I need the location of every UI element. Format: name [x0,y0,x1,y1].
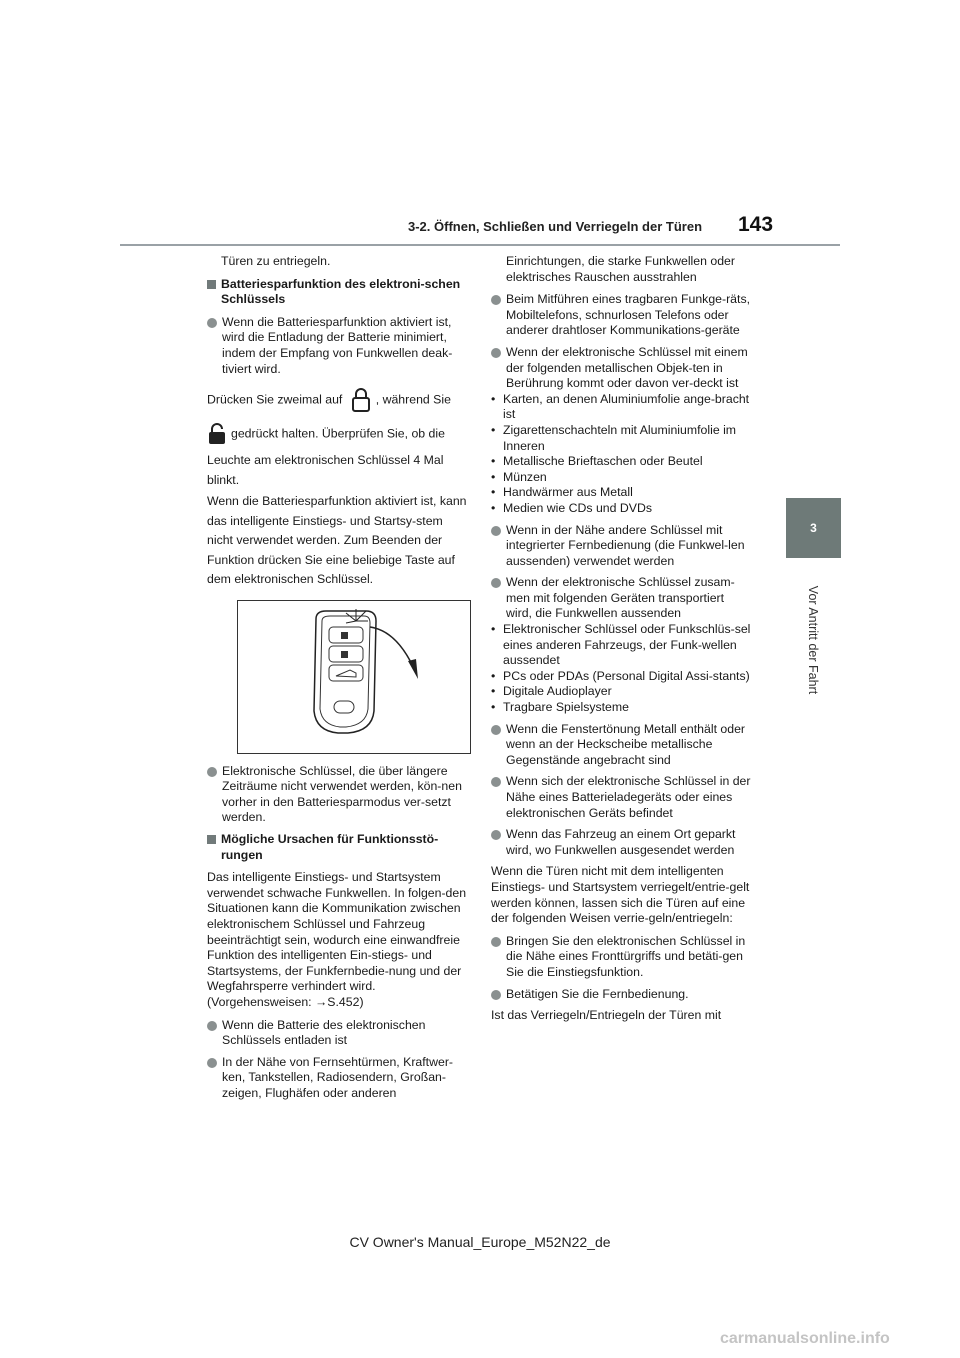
list-item: • PCs oder PDAs (Personal Digital Assi-stants) [491,669,751,685]
bullet-metal-objects: Wenn der elektronische Schlüssel mit einem der folgenden metallischen Objek-ten in Berührung kommt oder davon ver-deckt ist [491,345,751,392]
bullet-front-door-handle: Bringen Sie den elektronischen Schlüssel in die Nähe eines Fronttürgriffs und betäti-gen Sie die Einstiegsfunktion. [491,934,751,981]
list-item: • Digitale Audioplayer [491,684,751,700]
metal-objects-list [491,392,751,517]
last-line: Ist das Verriegeln/Entriegeln der Türen mit [491,1008,722,1023]
heading-malfunction-causes: Mögliche Ursachen für Funktionsstö-rungen [207,832,467,863]
chapter-number: 3 [810,521,817,535]
lock-alternatives-paragraph: Wenn die Türen nicht mit dem intelligenten Einstiegs- und Startsystem verriegelt/entrie-gelt werden können, lassen sich die Türen auf eine der folgenden Weisen verrie-geln/entriegeln: [491,864,750,926]
bullet-portable-radio: Beim Mitführen eines tragbaren Funkge-räts, Mobiltelefons, schnurlosen Telefons oder anderer drahtloser Kommunikations-geräte [491,292,751,339]
press-text-1: Drücken Sie zweimal auf [207,392,343,407]
footer-manual-name: CV Owner's Manual_Europe_M52N22_de [349,1234,611,1250]
press-text-4: Leuchte am elektronischen Schlüssel 4 Mal blinkt. [207,453,444,487]
intro-continuation: Türen zu entriegeln. [221,254,331,268]
page-number: 143 [738,213,774,236]
bullet-battery-empty: Wenn die Batterie des elektronischen Schlüssels entladen ist [207,1018,467,1049]
key-drawing [238,601,470,753]
bullet-unused-keys: Elektronische Schlüssel, die über längere Zeiträume nicht verwendet werden, kön-nen vorher in den Batteriesparmodus ver-setzt werden. [207,764,467,826]
list-item: • Karten, an denen Aluminiumfolie ange-bracht ist [491,392,751,423]
list-item: • Tragbare Spielsysteme [491,700,751,716]
press-text-3: gedrückt halten. Überprüfen Sie, ob die [231,426,445,441]
press-text-2: , während Sie [375,392,451,407]
bullet-charger: Wenn sich der elektronische Schlüssel in der Nähe eines Batterieladegeräts oder eines elektronischen Geräts befindet [491,774,751,821]
list-item: • Handwärmer aus Metall [491,485,751,501]
bullet-radio-towers: In der Nähe von Fernsehtürmen, Kraftwer-ken, Tankstellen, Radiosendern, Großan-zeigen, Flughäfen oder anderen [207,1055,467,1102]
unlock-button-icon [207,423,227,445]
section-title: 3-2. Öffnen, Schließen und Verriegeln der Türen [408,219,703,234]
lock-button-icon [350,387,372,413]
bullet-other-keys: Wenn in der Nähe andere Schlüssel mit integrierter Fernbedienung (die Funkwel-len aussenden) verwendet werden [491,523,751,570]
chapter-title: Vor Antritt der Fahrt [806,585,820,695]
bullet-transported-devices: Wenn der elektronische Schlüssel zusam-men mit folgenden Geräten transportiert wird, die Funkwellen aussenden [491,575,751,622]
right-column [491,254,751,1031]
bullet-parking-location: Wenn das Fahrzeug an einem Ort geparkt wird, wo Funkwellen ausgesendet werden [491,827,751,858]
left-column [207,254,467,1108]
bullet-window-tint: Wenn die Fenstertönung Metall enthält oder wenn an der Heckscheibe metallische Gegenstände angebracht sind [491,722,751,769]
electronic-key-illustration [237,600,471,754]
watermark: carmanualsonline.info [720,1330,890,1347]
press-instruction-line1 [207,387,467,413]
bullet-battery-saving: Wenn die Batteriesparfunktion aktiviert ist, wird die Entladung der Batterie minimiert, indem der Empfang von Funkwellen deak-tiviert wird. [207,315,467,377]
deactivate-text: Wenn die Batteriesparfunktion aktiviert ist, kann das intelligente Einstiegs- und Startsy-stem nicht verwendet werden. Zum Beenden der Funktion drücken Sie eine beliebige Taste auf dem elektronischen Schlüssel. [207,494,467,587]
list-item: • Münzen [491,470,751,486]
list-item: • Elektronischer Schlüssel oder Funkschlüs-sel eines anderen Fahrzeugs, der Funk-wellen aussendet [491,622,751,669]
continuation: Einrichtungen, die starke Funkwellen oder elektrisches Rauschen ausstrahlen [506,254,735,284]
list-item: • Medien wie CDs und DVDs [491,501,751,517]
heading-battery-saving: Batteriesparfunktion des elektroni-schen Schlüssels [207,277,467,308]
press-instruction-line2 [207,423,467,445]
list-item: • Zigarettenschachteln mit Aluminiumfolie im Inneren [491,423,751,454]
bullet-remote-control: Betätigen Sie die Fernbedienung. [491,987,751,1003]
header-divider [120,244,840,246]
devices-list [491,622,751,716]
causes-intro: Das intelligente Einstiegs- und Startsystem verwendet schwache Funkwellen. In folgen-den Situationen kann die Kommunikation zwischen elektronischem Schlüssel und Fahrzeug beeinträchtigt sein, wodurch eine einwandfreie Funktion des intelligenten Ein-stiegs- und Startsystems, der Funkfernbedie-nung und der Wegfahrsperre verhindert wird. (Vorgehensweisen: →S.452) [207,870,467,1009]
list-item: • Metallische Brieftaschen oder Beutel [491,454,751,470]
